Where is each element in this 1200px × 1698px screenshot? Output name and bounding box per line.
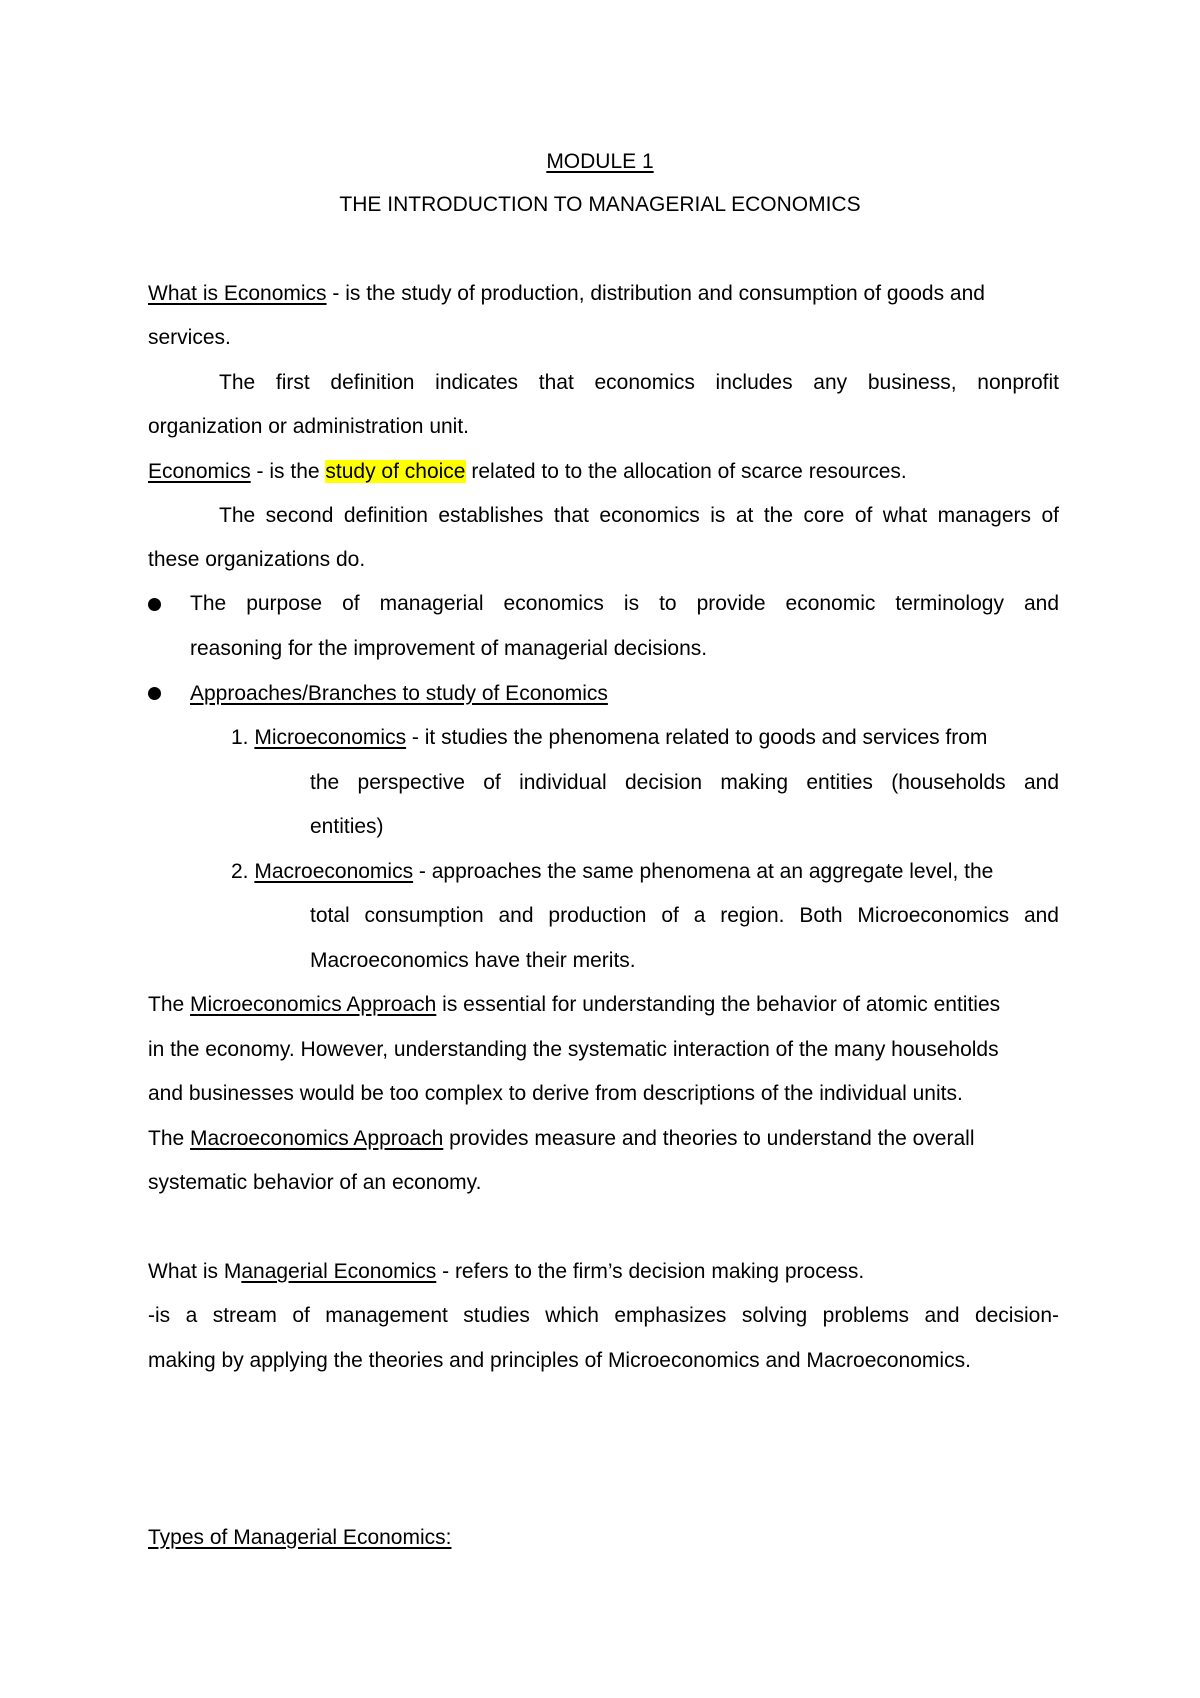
- def1-term: What is Economics: [148, 282, 327, 305]
- def2-para-line1: The second definition establishes that economics is at the core of what managers of: [219, 504, 1059, 527]
- managerial-pre: What is M: [148, 1260, 242, 1283]
- micro-approach-pre: The: [148, 993, 191, 1016]
- types-heading: Types of Managerial Economics:: [148, 1526, 452, 1549]
- def1-para-line1: The first definition indicates that economics includes any business, nonprofit: [219, 371, 1059, 394]
- managerial-line3: making by applying the theories and principles of Microeconomics and Macroeconomics.: [148, 1349, 971, 1372]
- macro-item-line3: Macroeconomics have their merits.: [310, 949, 636, 972]
- bullet-icon: [148, 687, 161, 700]
- micro-item-line2: the perspective of individual decision making entities (households and: [310, 771, 1059, 794]
- micro-text1: - it studies the phenomena related to goods and services from: [406, 726, 988, 749]
- macro-approach-line1: [148, 1125, 974, 1153]
- micro-item-line3: entities): [310, 815, 384, 838]
- micro-term: Microeconomics: [254, 726, 407, 749]
- def1-line1: [148, 280, 1059, 308]
- approaches-heading: Approaches/Branches to study of Economics: [190, 682, 608, 705]
- module-heading: MODULE 1: [546, 150, 654, 173]
- def2-pre: - is the: [250, 460, 326, 483]
- micro-approach-line1: [148, 991, 1000, 1019]
- purpose-line1: The purpose of managerial economics is to provide economic terminology and: [190, 592, 1059, 615]
- macro-text1: - approaches the same phenomena at an aggregate level, the: [413, 860, 994, 883]
- def2-line1: [148, 458, 907, 486]
- macro-number: 2.: [231, 860, 249, 883]
- macro-approach-pre: The: [148, 1127, 191, 1150]
- micro-approach-line3: and businesses would be too complex to derive from descriptions of the individual units.: [148, 1082, 963, 1105]
- macro-item-line2: total consumption and production of a region. Both Microeconomics and: [310, 904, 1059, 927]
- managerial-term: anagerial Economics: [241, 1260, 437, 1283]
- def1-text1: - is the study of production, distribution and consumption of goods and: [326, 282, 985, 305]
- macro-term: Macroeconomics: [254, 860, 414, 883]
- micro-approach-line2: in the economy. However, understanding the systematic interaction of the many households: [148, 1038, 999, 1061]
- macro-approach-line2: systematic behavior of an economy.: [148, 1171, 482, 1194]
- def1-line2: services.: [148, 326, 231, 349]
- bullet-icon: [148, 598, 161, 611]
- def2-highlight: study of choice: [325, 460, 466, 483]
- managerial-text1: - refers to the firm’s decision making process.: [436, 1260, 865, 1283]
- macro-approach-term: Macroeconomics Approach: [190, 1127, 444, 1150]
- macro-approach-text1: provides measure and theories to understand the overall: [443, 1127, 975, 1150]
- macro-item-line1: [231, 858, 1059, 886]
- purpose-line2: reasoning for the improvement of managerial decisions.: [190, 637, 708, 660]
- micro-item-line1: [231, 724, 1059, 752]
- micro-approach-term: Microeconomics Approach: [190, 993, 437, 1016]
- def1-para-line2: organization or administration unit.: [148, 415, 470, 438]
- micro-approach-text1: is essential for understanding the behavior of atomic entities: [436, 993, 1001, 1016]
- def2-para-line2: these organizations do.: [148, 548, 366, 571]
- def2-term: Economics: [148, 460, 251, 483]
- micro-number: 1.: [231, 726, 249, 749]
- managerial-line2: -is a stream of management studies which emphasizes solving problems and decision-: [148, 1304, 1059, 1327]
- document-title: THE INTRODUCTION TO MANAGERIAL ECONOMICS: [339, 193, 861, 216]
- def2-post: related to to the allocation of scarce resources.: [465, 460, 907, 483]
- managerial-line1: [148, 1258, 864, 1286]
